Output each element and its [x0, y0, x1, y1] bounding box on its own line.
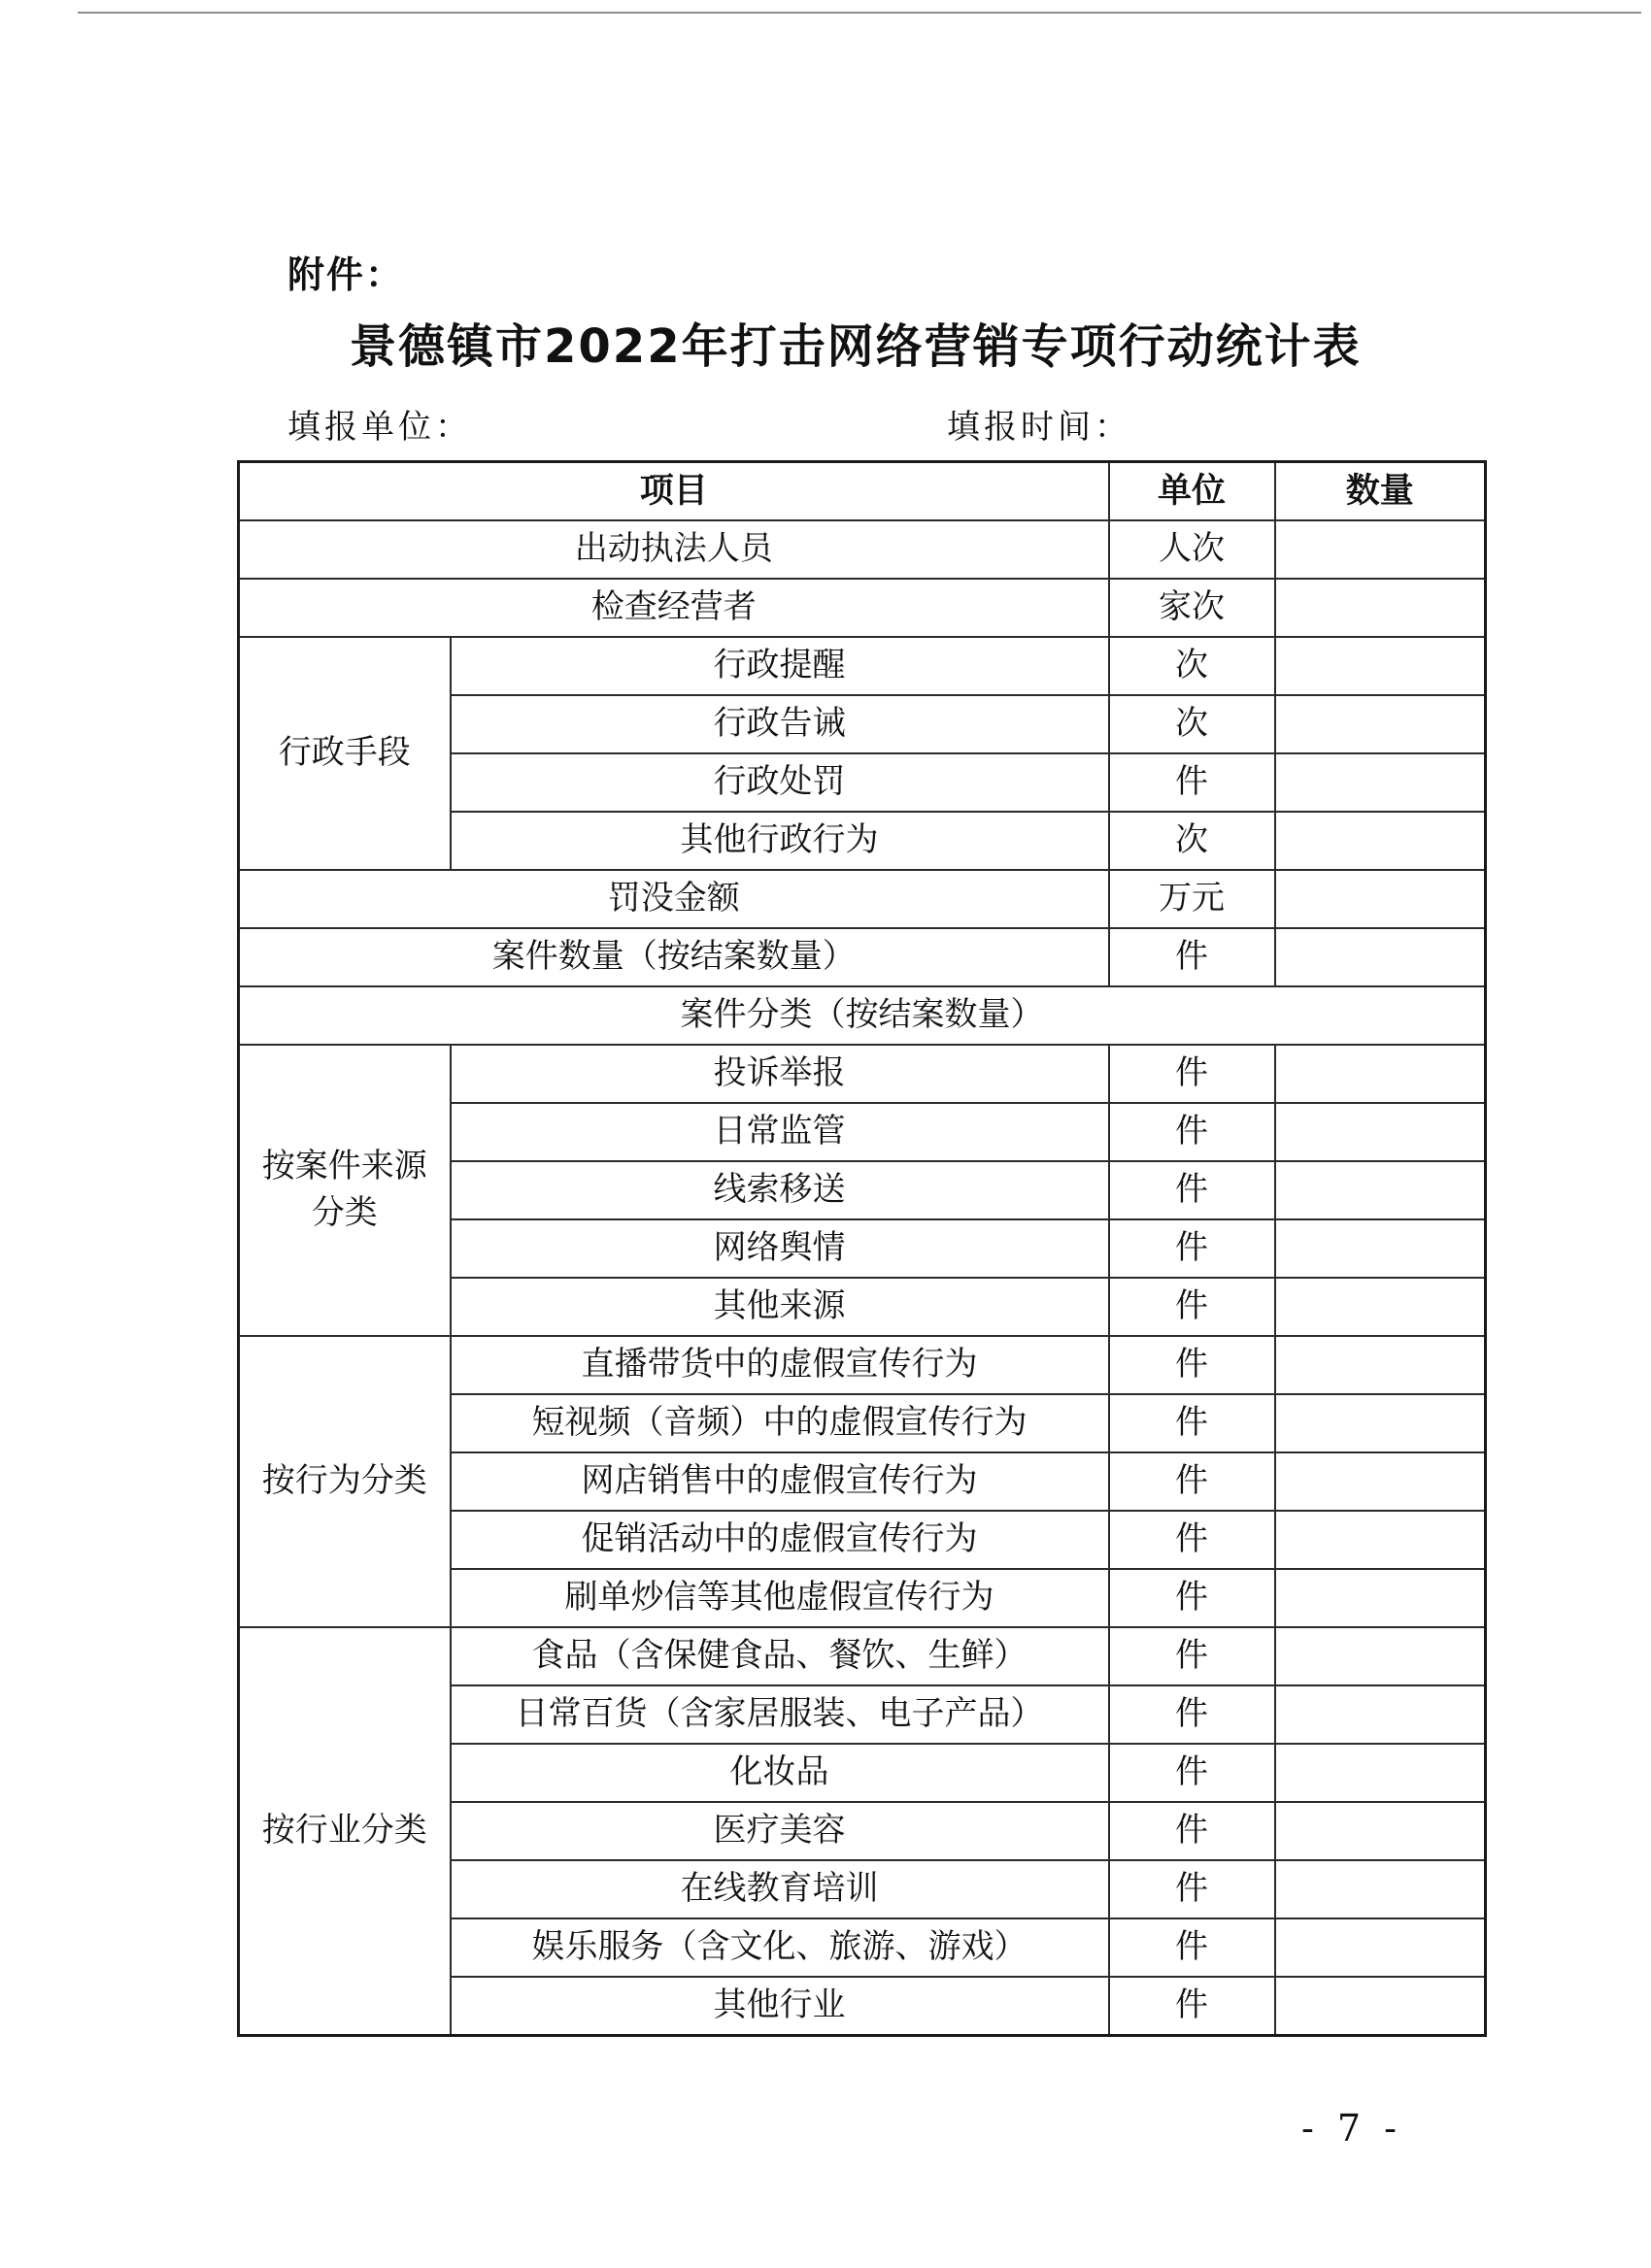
table-row [239, 637, 1486, 695]
group-by-source-line2: 分类 [311, 1193, 378, 1232]
quantity-cell[interactable] [1275, 1336, 1486, 1394]
group-by-behavior: 按行为分类 [239, 1336, 451, 1627]
row-unit: 件 [1109, 1045, 1275, 1103]
row-unit: 件 [1109, 1452, 1275, 1511]
document-title: 景德镇市2022年打击网络营销专项行动统计表 [350, 319, 1362, 374]
row-item: 直播带货中的虚假宣传行为 [451, 1336, 1109, 1394]
row-unit: 家次 [1109, 579, 1275, 637]
table-row [239, 520, 1486, 579]
classification-header: 案件分类（按结案数量） [239, 986, 1486, 1045]
table-row [239, 579, 1486, 637]
row-item: 日常百货（含家居服装、电子产品） [451, 1685, 1109, 1744]
quantity-cell[interactable] [1275, 1219, 1486, 1278]
row-unit: 件 [1109, 1161, 1275, 1219]
row-unit: 件 [1109, 1744, 1275, 1802]
top-scan-rule [78, 12, 1641, 14]
quantity-cell[interactable] [1275, 1685, 1486, 1744]
statistics-table [237, 460, 1487, 2037]
quantity-cell[interactable] [1275, 1278, 1486, 1336]
quantity-cell[interactable] [1275, 695, 1486, 753]
row-unit: 件 [1109, 1977, 1275, 2036]
row-item: 检查经营者 [239, 579, 1109, 637]
quantity-cell[interactable] [1275, 1744, 1486, 1802]
row-item: 刷单炒信等其他虚假宣传行为 [451, 1569, 1109, 1627]
row-item: 网络舆情 [451, 1219, 1109, 1278]
table-header-row [239, 462, 1486, 521]
row-item: 案件数量（按结案数量） [239, 928, 1109, 986]
page-number: - 7 - [1301, 2107, 1403, 2150]
row-unit: 件 [1109, 928, 1275, 986]
row-unit: 件 [1109, 1511, 1275, 1569]
group-by-source-line1: 按案件来源 [261, 1147, 427, 1186]
row-unit: 件 [1109, 1685, 1275, 1744]
attachment-label: 附件： [287, 253, 405, 296]
quantity-cell[interactable] [1275, 1161, 1486, 1219]
quantity-cell[interactable] [1275, 1394, 1486, 1452]
row-item: 其他来源 [451, 1278, 1109, 1336]
table-row [239, 1336, 1486, 1394]
row-unit: 万元 [1109, 870, 1275, 928]
quantity-cell[interactable] [1275, 928, 1486, 986]
quantity-cell[interactable] [1275, 1569, 1486, 1627]
quantity-cell[interactable] [1275, 1511, 1486, 1569]
row-item: 化妆品 [451, 1744, 1109, 1802]
row-unit: 件 [1109, 1103, 1275, 1161]
header-item: 项目 [239, 462, 1109, 521]
quantity-cell[interactable] [1275, 1977, 1486, 2036]
row-unit: 件 [1109, 1569, 1275, 1627]
row-item: 医疗美容 [451, 1802, 1109, 1860]
table-row [239, 870, 1486, 928]
group-admin-measures: 行政手段 [239, 637, 451, 870]
row-item: 网店销售中的虚假宣传行为 [451, 1452, 1109, 1511]
header-unit: 单位 [1109, 462, 1275, 521]
row-item: 食品（含保健食品、餐饮、生鲜） [451, 1627, 1109, 1685]
row-item: 行政提醒 [451, 637, 1109, 695]
group-by-industry: 按行业分类 [239, 1627, 451, 2036]
row-unit: 件 [1109, 1802, 1275, 1860]
row-item: 在线教育培训 [451, 1860, 1109, 1918]
fill-unit-label: 填报单位： [287, 408, 472, 447]
row-item: 娱乐服务（含文化、旅游、游戏） [451, 1918, 1109, 1977]
quantity-cell[interactable] [1275, 1452, 1486, 1511]
quantity-cell[interactable] [1275, 520, 1486, 579]
row-item: 短视频（音频）中的虚假宣传行为 [451, 1394, 1109, 1452]
quantity-cell[interactable] [1275, 1045, 1486, 1103]
row-item: 行政告诫 [451, 695, 1109, 753]
group-by-source [239, 1045, 451, 1336]
row-item: 出动执法人员 [239, 520, 1109, 579]
quantity-cell[interactable] [1275, 753, 1486, 812]
row-unit: 次 [1109, 812, 1275, 870]
row-item: 促销活动中的虚假宣传行为 [451, 1511, 1109, 1569]
row-item: 罚没金额 [239, 870, 1109, 928]
row-unit: 件 [1109, 1918, 1275, 1977]
header-quantity: 数量 [1275, 462, 1486, 521]
row-item: 其他行政行为 [451, 812, 1109, 870]
classification-header-row [239, 986, 1486, 1045]
row-unit: 件 [1109, 753, 1275, 812]
table-row [239, 1045, 1486, 1103]
quantity-cell[interactable] [1275, 870, 1486, 928]
fill-time-label: 填报时间： [947, 408, 1131, 447]
table-row [239, 928, 1486, 986]
quantity-cell[interactable] [1275, 812, 1486, 870]
row-unit: 人次 [1109, 520, 1275, 579]
table-row [239, 1627, 1486, 1685]
row-unit: 件 [1109, 1278, 1275, 1336]
row-unit: 件 [1109, 1860, 1275, 1918]
row-item: 投诉举报 [451, 1045, 1109, 1103]
row-item: 其他行业 [451, 1977, 1109, 2036]
row-unit: 件 [1109, 1394, 1275, 1452]
row-item: 线索移送 [451, 1161, 1109, 1219]
quantity-cell[interactable] [1275, 1103, 1486, 1161]
row-unit: 件 [1109, 1336, 1275, 1394]
row-item: 日常监管 [451, 1103, 1109, 1161]
quantity-cell[interactable] [1275, 579, 1486, 637]
quantity-cell[interactable] [1275, 1802, 1486, 1860]
quantity-cell[interactable] [1275, 637, 1486, 695]
quantity-cell[interactable] [1275, 1627, 1486, 1685]
quantity-cell[interactable] [1275, 1918, 1486, 1977]
row-unit: 件 [1109, 1627, 1275, 1685]
row-item: 行政处罚 [451, 753, 1109, 812]
row-unit: 件 [1109, 1219, 1275, 1278]
quantity-cell[interactable] [1275, 1860, 1486, 1918]
row-unit: 次 [1109, 637, 1275, 695]
row-unit: 次 [1109, 695, 1275, 753]
